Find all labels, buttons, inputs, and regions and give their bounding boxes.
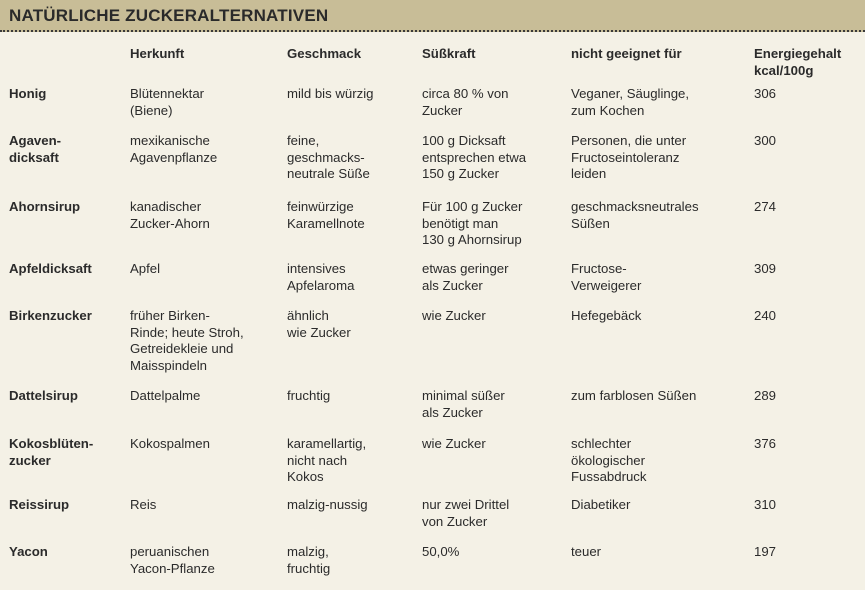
cell-herkunft: früher Birken- Rinde; heute Stroh, Getreidekleie und Maisspindeln [130, 308, 244, 373]
row-name: Agaven- dicksaft [9, 133, 62, 165]
header-cell [0, 46, 130, 86]
row-name: Honig [9, 86, 47, 101]
row-name: Kokosblüten- zucker [9, 436, 94, 468]
table-row [0, 86, 865, 133]
cell-ungeeignet: geschmacksneutrales Süßen [571, 199, 699, 231]
row-name: Dattelsirup [9, 388, 78, 403]
table-row [0, 388, 865, 436]
cell-geschmack: malzig-nussig [287, 497, 368, 512]
row-name: Ahornsirup [9, 199, 81, 214]
row-name: Yacon [9, 544, 48, 559]
cell-geschmack: karamellartig, nicht nach Kokos [287, 436, 367, 485]
cell-energie: 274 [754, 199, 777, 214]
table-row [0, 261, 865, 308]
cell-geschmack: intensives Apfelaroma [287, 261, 355, 293]
cell-ungeeignet: Personen, die unter Fructoseintoleranz leiden [571, 133, 687, 182]
cell-geschmack: malzig, fruchtig [287, 544, 331, 576]
title-bar [0, 0, 865, 32]
cell-ungeeignet: Hefegebäck [571, 308, 642, 323]
cell-ungeeignet: Veganer, Säuglinge, zum Kochen [571, 86, 690, 118]
cell-geschmack: feinwürzige Karamellnote [287, 199, 365, 231]
cell-herkunft: Apfel [130, 261, 161, 276]
cell-energie: 289 [754, 388, 777, 403]
cell-geschmack: mild bis würzig [287, 86, 374, 101]
cell-herkunft: Kokospalmen [130, 436, 210, 451]
sweetener-table [0, 46, 865, 584]
cell-herkunft: mexikanische Agavenpflanze [130, 133, 218, 165]
cell-herkunft: kanadischer Zucker-Ahorn [130, 199, 210, 231]
cell-herkunft: Dattelpalme [130, 388, 201, 403]
cell-herkunft: Reis [130, 497, 157, 512]
cell-geschmack: feine, geschmacks- neutrale Süße [287, 133, 370, 182]
cell-energie: 376 [754, 436, 777, 451]
cell-ungeeignet: schlechter ökologischer Fussabdruck [571, 436, 647, 485]
table-row [0, 133, 865, 199]
cell-suesskraft: circa 80 % von Zucker [422, 86, 509, 118]
row-name: Apfeldicksaft [9, 261, 92, 276]
cell-suesskraft: 50,0% [422, 544, 460, 559]
header-cell: Süßkraft [422, 46, 476, 61]
header-cell: nicht geeignet für [571, 46, 682, 61]
cell-ungeeignet: Fructose- Verweigerer [571, 261, 642, 293]
cell-suesskraft: wie Zucker [422, 436, 486, 451]
cell-ungeeignet: teuer [571, 544, 602, 559]
cell-herkunft: peruanischen Yacon-Pflanze [130, 544, 215, 576]
table-row [0, 308, 865, 388]
table-row [0, 199, 865, 261]
header-cell: Geschmack [287, 46, 362, 61]
row-name: Reissirup [9, 497, 70, 512]
cell-energie: 310 [754, 497, 777, 512]
cell-suesskraft: etwas geringer als Zucker [422, 261, 509, 293]
cell-suesskraft: Für 100 g Zucker benötigt man 130 g Ahornsirup [422, 199, 523, 248]
cell-energie: 309 [754, 261, 777, 276]
cell-energie: 197 [754, 544, 777, 559]
table-header-row [0, 46, 865, 86]
page-title: NATÜRLICHE ZUCKERALTERNATIVEN [9, 6, 329, 25]
cell-suesskraft: wie Zucker [422, 308, 486, 323]
row-name: Birkenzucker [9, 308, 92, 323]
cell-suesskraft: nur zwei Drittel von Zucker [422, 497, 510, 529]
cell-geschmack: ähnlich wie Zucker [287, 308, 351, 340]
cell-energie: 240 [754, 308, 777, 323]
table-row [0, 497, 865, 544]
cell-herkunft: Blütennektar (Biene) [130, 86, 205, 118]
cell-ungeeignet: zum farblosen Süßen [571, 388, 697, 403]
header-cell: Herkunft [130, 46, 185, 61]
cell-energie: 300 [754, 133, 777, 148]
table-row [0, 544, 865, 584]
table-row [0, 436, 865, 497]
cell-ungeeignet: Diabetiker [571, 497, 631, 512]
cell-suesskraft: minimal süßer als Zucker [422, 388, 505, 420]
cell-suesskraft: 100 g Dicksaft entsprechen etwa 150 g Zucker [422, 133, 527, 182]
cell-energie: 306 [754, 86, 777, 101]
cell-geschmack: fruchtig [287, 388, 331, 403]
header-cell: Energiegehalt kcal/100g [754, 46, 842, 78]
